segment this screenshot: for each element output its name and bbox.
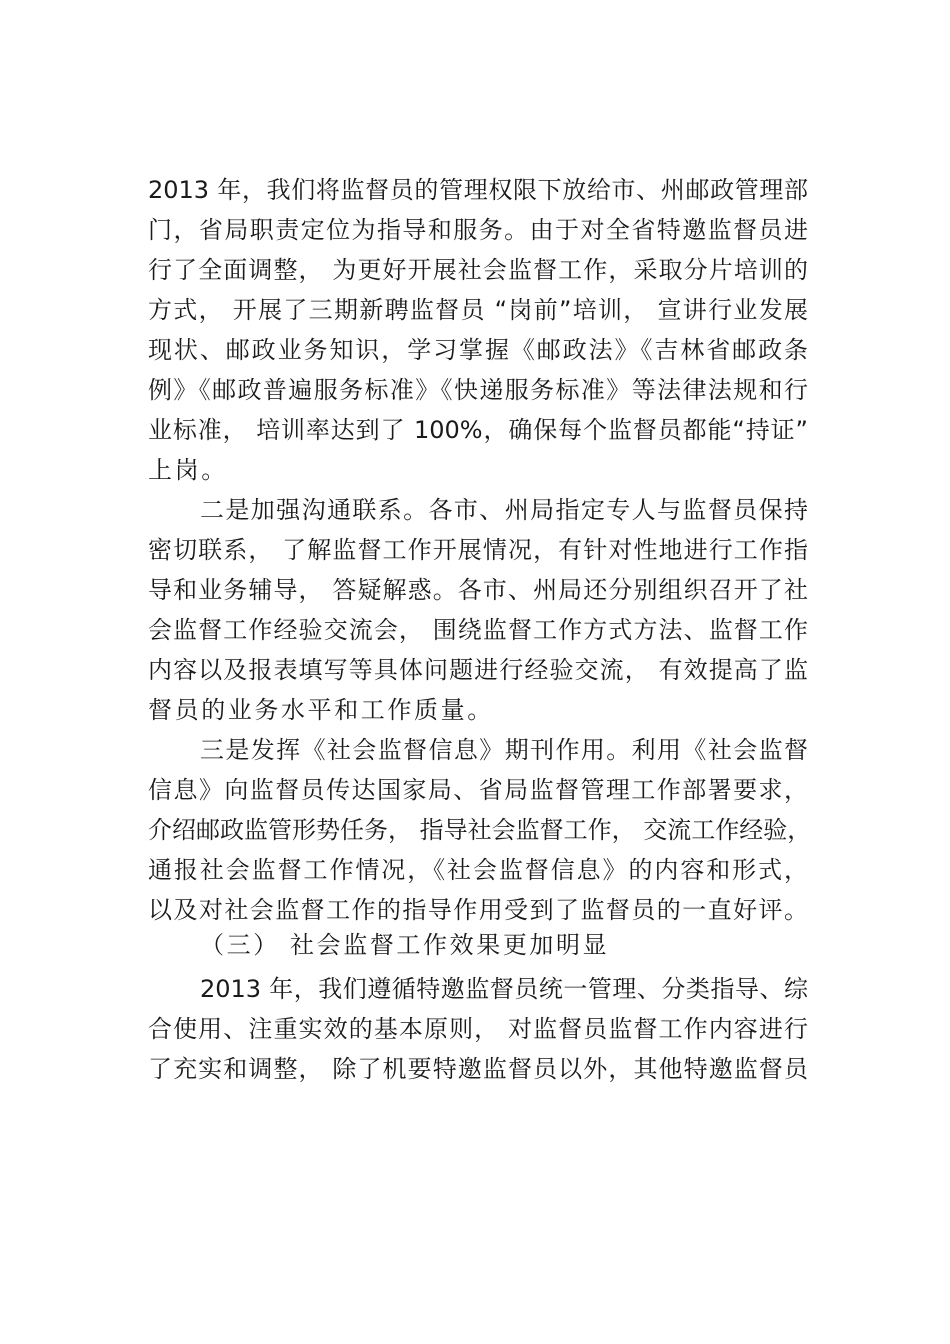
section-heading: （三） 社会监督工作效果更加明显 [200, 931, 610, 959]
text-line: 通报社会监督工作情况，《社会监督信息》的内容和形式， [148, 856, 808, 884]
text-line: 例》《邮政普遍服务标准》《快递服务标准》等法律法规和行 [148, 376, 808, 404]
text-line: 行了全面调整， 为更好开展社会监督工作，采取分片培训的 [148, 256, 808, 284]
text-line: 督员的业务水平和工作质量。 [148, 696, 494, 724]
text-line: 2013 年，我们遵循特邀监督员统一管理、分类指导、综 [200, 975, 808, 1003]
text-line: 导和业务辅导， 答疑解惑。各市、州局还分别组织召开了社 [148, 576, 808, 604]
text-line: 了充实和调整， 除了机要特邀监督员以外，其他特邀监督员 [148, 1055, 808, 1083]
text-line: 三是发挥《社会监督信息》期刊作用。利用《社会监督 [200, 736, 808, 764]
text-line: 以及对社会监督工作的指导作用受到了监督员的一直好评。 [148, 896, 808, 924]
text-line: 介绍邮政监管形势任务， 指导社会监督工作， 交流工作经验， [148, 816, 812, 844]
text-line: 会监督工作经验交流会， 围绕监督工作方式方法、监督工作 [148, 616, 808, 644]
text-line: 上岗。 [148, 456, 228, 484]
text-line: 信息》向监督员传达国家局、省局监督管理工作部署要求， [148, 776, 808, 804]
text-line: 合使用、注重实效的基本原则， 对监督员监督工作内容进行 [148, 1015, 808, 1043]
text-line: 门，省局职责定位为指导和服务。由于对全省特邀监督员进 [148, 216, 808, 244]
text-line: 现状、邮政业务知识，学习掌握《邮政法》《吉林省邮政条 [148, 336, 808, 364]
text-line: 方式， 开展了三期新聘监督员 “岗前”培训， 宣讲行业发展 [148, 296, 808, 324]
text-line: 2013 年，我们将监督员的管理权限下放给市、州邮政管理部 [148, 176, 808, 204]
text-line: 内容以及报表填写等具体问题进行经验交流， 有效提高了监 [148, 656, 808, 684]
text-line: 业标准， 培训率达到了 100%，确保每个监督员都能“持证” [148, 416, 808, 444]
text-line: 二是加强沟通联系。各市、州局指定专人与监督员保持 [200, 496, 808, 524]
text-line: 密切联系， 了解监督工作开展情况，有针对性地进行工作指 [148, 536, 808, 564]
